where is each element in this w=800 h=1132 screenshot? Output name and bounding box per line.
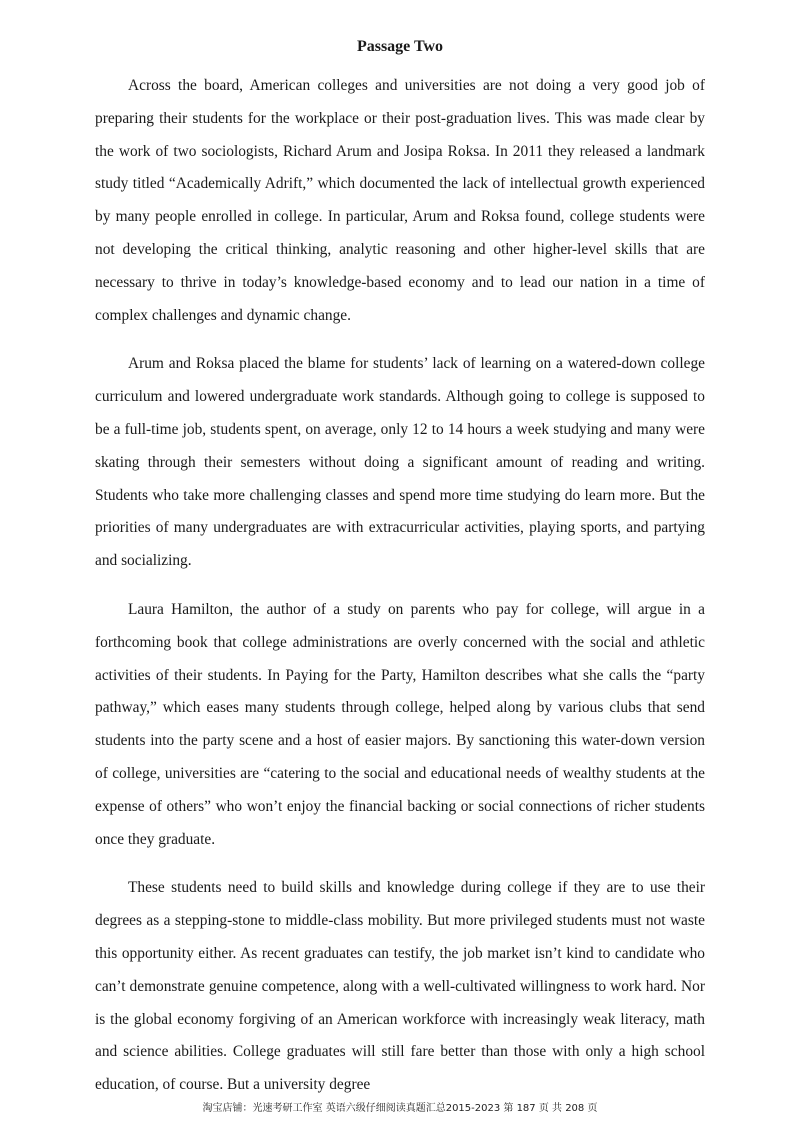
passage-title: Passage Two [356,38,444,55]
paragraph-1: Across the board, American colleges and universities are not doing a very good job of preparing their students for the workplace or their post-graduation lives. This was made clear by the work of two sociologists, Richard Arum and Josipa Roksa. In 2011 they released a landmark study titled “Academically Adrift,” which documented the lack of intellectual growth experienced by many people enrolled in college. In particular, Arum and Roksa found, college students were not developing the critical thinking, analytic reasoning and other higher-level skills that are necessary to thrive in today’s knowledge-based economy and to lead our nation in a time of complex challenges and dynamic change. [95,77,705,324]
paragraph-3: Laura Hamilton, the author of a study on parents who pay for college, will argue in a forthcoming book that college administrations are overly concerned with the social and athletic activities of their students. In Paying for the Party, Hamilton describes what she calls the “party pathway,” which eases many students through college, helped along by various clubs that send students into the party scene and a host of easier majors. By sanctioning this water-down version of college, universities are “catering to the social and educational needs of wealthy students at the expense of others” who won’t enjoy the financial backing or social connections of richer students once they graduate. [95,600,705,848]
page-footer: 淘宝店铺：光速考研工作室 英语六级仔细阅读真题汇总2015-2023 第 187 页 共 208 页 [202,1103,598,1114]
passage-body [95,70,705,1118]
paragraph-2: Arum and Roksa placed the blame for students’ lack of learning on a watered-down college curriculum and lowered undergraduate work standards. Although going to college is supposed to be a full-time job, students spent, on average, only 12 to 14 hours a week studying and many were skating through their semesters without doing a significant amount of reading and writing. Students who take more challenging classes and spend more time studying do learn more. But the priorities of many undergraduates are with extracurricular activities, playing sports, and partying and socializing. [95,355,705,570]
paragraph-4: These students need to build skills and knowledge during college if they are to use their degrees as a stepping-stone to middle-class mobility. But more privileged students must not waste this opportunity either. As recent graduates can testify, the job market isn’t kind to candidate who can’t demonstrate genuine competence, along with a well-cultivated willingness to work hard. Nor is the global economy forgiving of an American workforce with increasingly weak literacy, math and science abilities. College graduates will still fare better than those with only a high school education, of course. But a university degree [95,879,705,1094]
